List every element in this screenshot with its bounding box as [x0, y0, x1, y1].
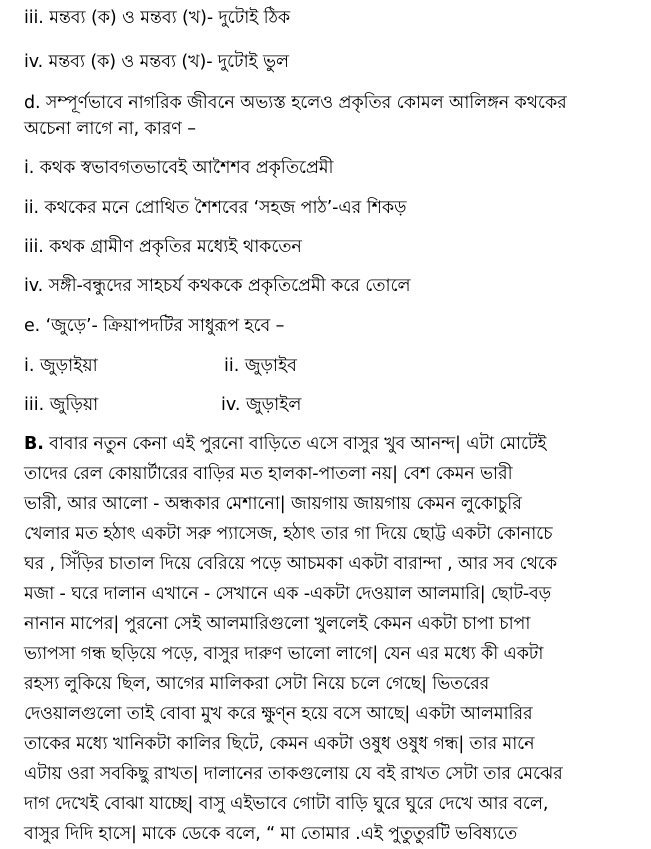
passage-line: ঘর , সিঁড়ির চাতাল দিয়ে বেরিয়ে পড়ে আচমকা একটা বারান্দা , আর সব থেকে	[24, 554, 557, 574]
passage-line-1-text: বাবার নতুন কেনা এই পুরনো বাড়িতে এসে বাসুর খুব আনন্দ| এটা মোটেই	[43, 434, 547, 454]
question-d-stem-line-1: d. সম্পূর্ণভাবে নাগরিক জীবনে অভ্যস্ত হলেও প্রকৃতির কোমল আলিঙ্গন কথকের	[24, 93, 567, 113]
question-e-option-iii: iii. জুড়িয়া	[24, 395, 99, 415]
passage-line-1	[24, 429, 634, 459]
question-c-option-iii: iii. মন্তব্য (ক) ও মন্তব্য (খ)- দুটোই ঠিক	[24, 8, 291, 28]
passage-line: দাগ দেখেই বোঝা যাচ্ছে| বাসু এইভাবে গোটা বাড়ি ঘুরে ঘুরে দেখে আর বলে,	[24, 794, 549, 814]
section-b-label: B.	[24, 434, 44, 454]
question-d-stem-line-2: অচেনা লাগে না, কারণ –	[24, 119, 196, 139]
passage-line: দেওয়ালগুলো তাই বোবা মুখ করে ক্ষুণ্ন হয়ে বসে আছে| একটা আলমারির	[24, 704, 533, 724]
passage-line: ভারী, আর আলো - অন্ধকার মেশানো| জায়গায় জায়গায় কেমন লুকোচুরি	[24, 494, 522, 514]
passage-line: তাদের রেল কোয়ার্টারের বাড়ির মত হালকা-পাতলা নয়| বেশ কেমন ভারী	[24, 464, 513, 484]
passage-line: তাকের মধ্যে খানিকটা কালির ছিটে, কেমন একটা ওষুধ ওষুধ গন্ধ| তার মানে	[24, 734, 535, 754]
question-d-option-ii: ii. কথকের মনে প্রোথিত শৈশবের ‘সহজ পাঠ’-এর শিকড়	[24, 198, 407, 218]
question-c-option-iv: iv. মন্তব্য (ক) ও মন্তব্য (খ)- দুটোই ভুল	[24, 52, 289, 72]
question-d-option-iii: iii. কথক গ্রামীণ প্রকৃতির মধ্যেই থাকতেন	[24, 237, 302, 257]
passage-line: বাসুর দিদি হাসে| মাকে ডেকে বলে, “ মা তোমার .এই পুতুতুরটি ভবিষ্যতে	[24, 824, 518, 844]
question-e-stem: e. ‘জুড়ে’- ক্রিয়াপদটির সাধুরূপ হবে –	[24, 316, 285, 336]
passage-line: নানান মাপের| পুরনো সেই আলমারিগুলো খুললেই কেমন একটা চাপা চাপা	[24, 614, 531, 634]
question-d-option-iv: iv. সঙ্গী-বন্ধুদের সাহচর্য কথককে প্রকৃতিপ্রেমী করে তোলে	[24, 276, 411, 296]
passage-line: এটায় ওরা সবকিছু রাখত| দালানের তাকগুলোয় যে বই রাখত সেটা তার মেঝের	[24, 764, 563, 784]
question-d-option-i: i. কথক স্বভাবগতভাবেই আশৈশব প্রকৃতিপ্রেমী	[24, 158, 334, 178]
section-b-passage	[24, 429, 634, 849]
passage-line: রহস্য লুকিয়ে ছিল, আগের মালিকরা সেটা নিয়ে চলে গেছে| ভিতরের	[24, 674, 490, 694]
passage-line: ভ্যাপসা গন্ধ ছড়িয়ে পড়ে, বাসুর দারুণ ভালো লাগে| যেন এর মধ্যে কী একটা	[24, 644, 544, 664]
question-e-option-ii: ii. জুড়াইব	[224, 356, 297, 376]
question-e-option-iv: iv. জুড়াইল	[221, 395, 302, 415]
passage-line: খেলার মত হঠাৎ একটা সরু প্যাসেজ, হঠাৎ তার গা দিয়ে ছোট্ট একটা কোনাচে	[24, 524, 553, 544]
question-e-option-i: i. জুড়াইয়া	[24, 356, 98, 376]
passage-line: মজা - ঘরে দালান এখানে - সেখানে এক -একটা দেওয়াল আলমারি| ছোট-বড়	[24, 584, 551, 604]
